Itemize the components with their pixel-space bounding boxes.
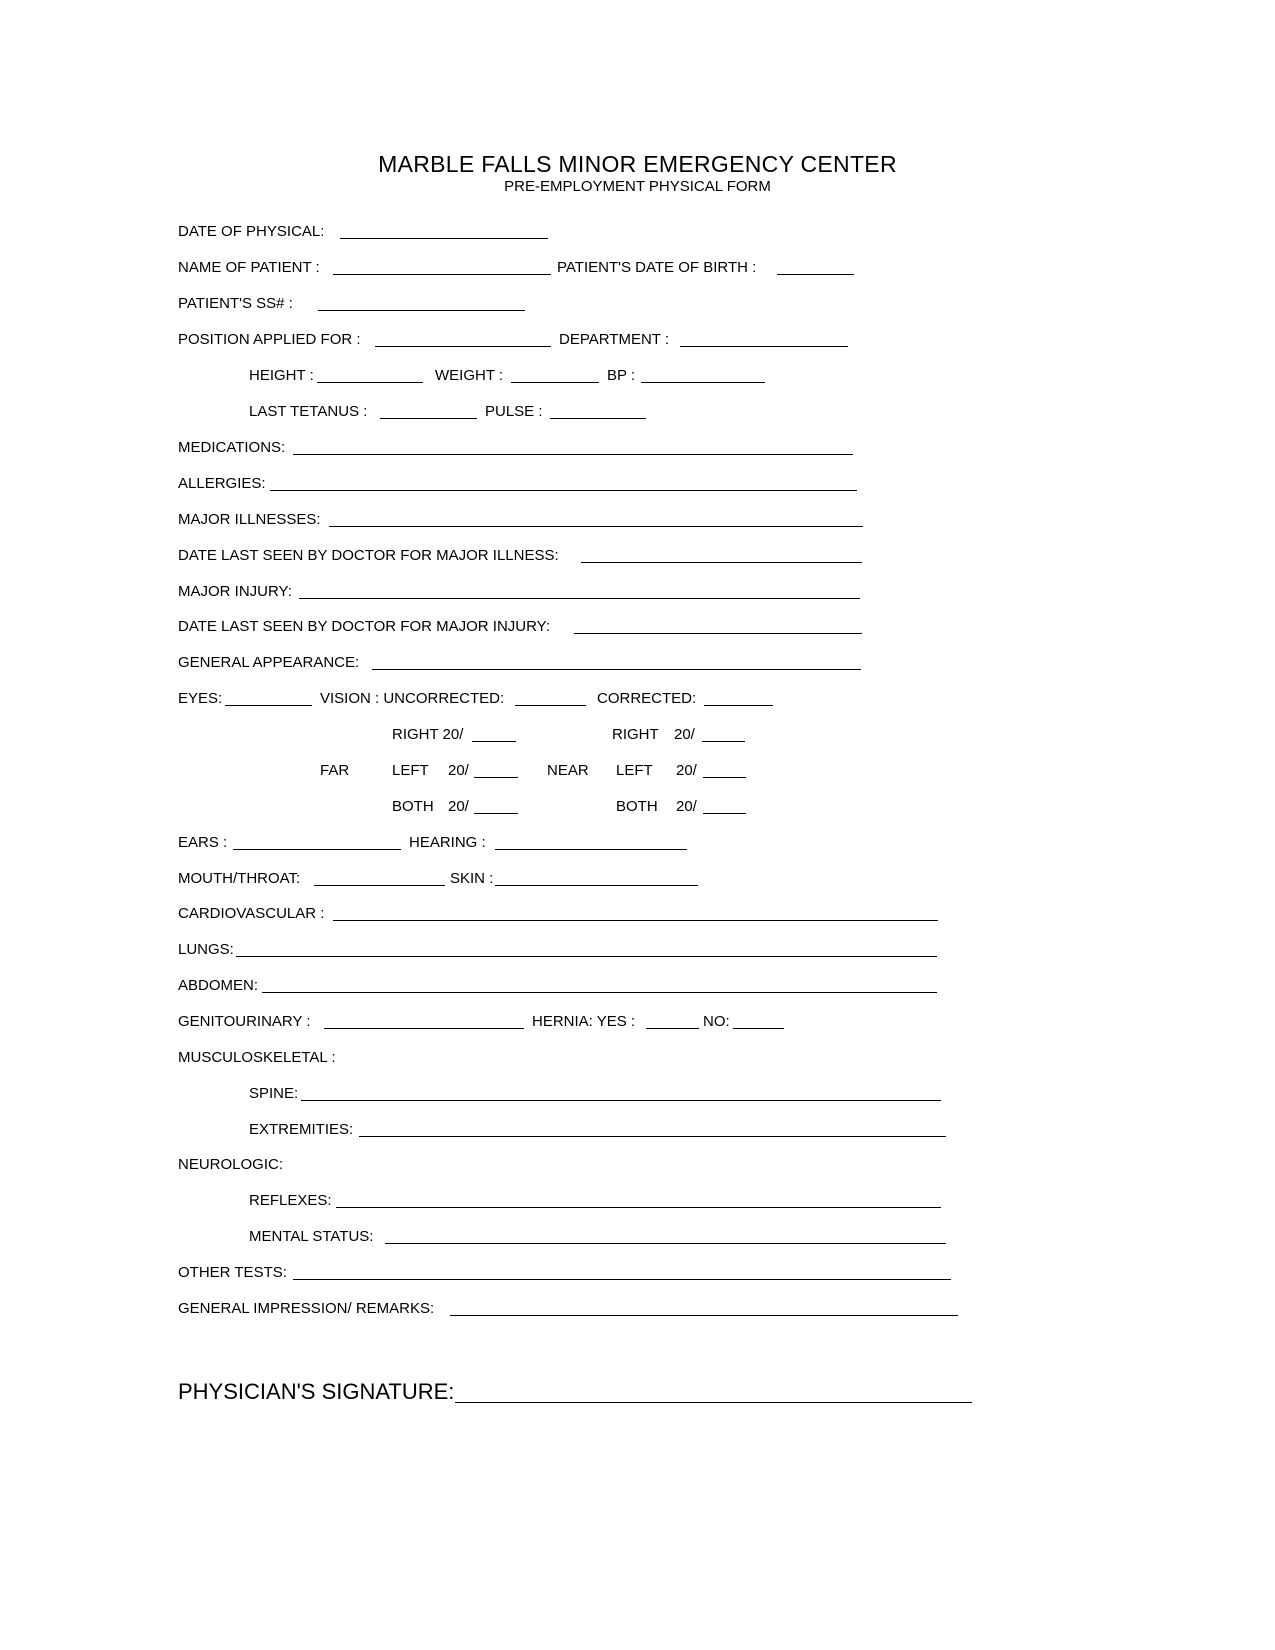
date-of-physical-label: DATE OF PHYSICAL:: [178, 223, 325, 240]
medications-field[interactable]: [293, 454, 853, 455]
vision-right-row: [0, 725, 1275, 745]
position-applied-label: POSITION APPLIED FOR :: [178, 331, 361, 348]
near-both-label: BOTH: [616, 798, 658, 815]
patient-ss-label: PATIENT'S SS# :: [178, 295, 293, 312]
far-both-field[interactable]: [474, 813, 518, 814]
near-left-label: LEFT: [616, 762, 653, 779]
hearing-label: HEARING :: [409, 834, 486, 851]
weight-label: WEIGHT :: [435, 367, 504, 384]
date-last-seen-injury-field[interactable]: [574, 633, 862, 634]
far-both-label: BOTH: [392, 798, 434, 815]
height-field[interactable]: [317, 382, 423, 383]
hernia-yes-label: HERNIA: YES :: [532, 1013, 636, 1030]
mouth-throat-field[interactable]: [314, 885, 445, 886]
allergies-row: [0, 474, 1275, 494]
last-tetanus-field[interactable]: [380, 418, 477, 419]
date-of-physical-field[interactable]: [340, 238, 548, 239]
mouth-row: [0, 869, 1275, 889]
corrected-field[interactable]: [704, 705, 773, 706]
allergies-label: ALLERGIES:: [178, 475, 266, 492]
general-impression-field[interactable]: [450, 1315, 958, 1316]
hernia-no-field[interactable]: [733, 1028, 784, 1029]
other-tests-label: OTHER TESTS:: [178, 1264, 287, 1281]
physician-signature-label: PHYSICIAN'S SIGNATURE:: [178, 1379, 455, 1404]
reflexes-field[interactable]: [336, 1207, 941, 1208]
near-left-20-label: 20/: [676, 762, 697, 779]
near-label: NEAR: [547, 762, 589, 779]
corrected-label: CORRECTED:: [597, 690, 697, 707]
medications-row: [0, 438, 1275, 458]
lungs-field[interactable]: [236, 956, 937, 957]
major-illnesses-field[interactable]: [329, 526, 863, 527]
far-both-20-label: 20/: [448, 798, 469, 815]
form-title: MARBLE FALLS MINOR EMERGENCY CENTER: [378, 151, 897, 177]
medications-label: MEDICATIONS:: [178, 439, 286, 456]
musculoskeletal-row: [0, 1048, 1275, 1068]
height-label: HEIGHT :: [249, 367, 314, 384]
spine-field[interactable]: [301, 1100, 941, 1101]
other-tests-field[interactable]: [293, 1279, 951, 1280]
lungs-row: [0, 940, 1275, 960]
pulse-label: PULSE :: [485, 403, 543, 420]
abdomen-label: ABDOMEN:: [178, 977, 259, 994]
extremities-label: EXTREMITIES:: [249, 1121, 354, 1138]
patient-dob-label: PATIENT'S DATE OF BIRTH :: [557, 259, 757, 276]
far-label: FAR: [320, 762, 350, 779]
vision-uncorrected-field[interactable]: [515, 705, 586, 706]
genitourinary-field[interactable]: [324, 1028, 524, 1029]
vision-both-row: [0, 797, 1275, 817]
spine-row: [0, 1084, 1275, 1104]
date-last-seen-illness-label: DATE LAST SEEN BY DOCTOR FOR MAJOR ILLNESS:: [178, 547, 559, 564]
vision-left-row: [0, 761, 1275, 781]
hernia-no-label: NO:: [703, 1013, 730, 1030]
date-last-seen-injury-label: DATE LAST SEEN BY DOCTOR FOR MAJOR INJURY:: [178, 618, 551, 635]
ears-field[interactable]: [233, 849, 401, 850]
mental-status-field[interactable]: [385, 1243, 946, 1244]
lungs-label: LUNGS:: [178, 941, 234, 958]
near-left-field[interactable]: [703, 777, 746, 778]
abdomen-row: [0, 976, 1275, 996]
skin-label: SKIN :: [450, 870, 494, 887]
eyes-label: EYES:: [178, 690, 223, 707]
bp-field[interactable]: [641, 382, 765, 383]
eyes-field[interactable]: [225, 705, 312, 706]
allergies-field[interactable]: [270, 490, 857, 491]
extremities-field[interactable]: [359, 1136, 946, 1137]
mouth-throat-label: MOUTH/THROAT:: [178, 870, 301, 887]
tetanus-row: [0, 402, 1275, 422]
ss-row: [0, 294, 1275, 314]
near-right-field[interactable]: [702, 741, 745, 742]
abdomen-field[interactable]: [262, 992, 937, 993]
general-appearance-row: [0, 653, 1275, 673]
reflexes-row: [0, 1191, 1275, 1211]
far-left-20-label: 20/: [448, 762, 469, 779]
near-right-20-label: 20/: [674, 726, 695, 743]
general-impression-label: GENERAL IMPRESSION/ REMARKS:: [178, 1300, 435, 1317]
other-tests-row: [0, 1263, 1275, 1283]
hearing-field[interactable]: [495, 849, 687, 850]
last-tetanus-label: LAST TETANUS :: [249, 403, 368, 420]
general-impression-row: [0, 1299, 1275, 1319]
weight-field[interactable]: [511, 382, 599, 383]
vision-uncorrected-label: VISION : UNCORRECTED:: [320, 690, 505, 707]
genitourinary-row: [0, 1012, 1275, 1032]
major-injury-label: MAJOR INJURY:: [178, 583, 292, 600]
general-appearance-label: GENERAL APPEARANCE:: [178, 654, 360, 671]
major-illnesses-label: MAJOR ILLNESSES:: [178, 511, 321, 528]
spine-label: SPINE:: [249, 1085, 299, 1102]
genitourinary-label: GENITOURINARY :: [178, 1013, 311, 1030]
form-subtitle: PRE-EMPLOYMENT PHYSICAL FORM: [504, 178, 771, 195]
department-field[interactable]: [680, 346, 848, 347]
neurologic-row: [0, 1155, 1275, 1175]
ears-label: EARS :: [178, 834, 228, 851]
cardiovascular-row: [0, 904, 1275, 924]
neurologic-label: NEUROLOGIC:: [178, 1156, 284, 1173]
far-left-field[interactable]: [474, 777, 518, 778]
far-right-label: RIGHT 20/: [392, 726, 464, 743]
department-label: DEPARTMENT :: [559, 331, 670, 348]
mental-status-label: MENTAL STATUS:: [249, 1228, 374, 1245]
bp-label: BP :: [607, 367, 636, 384]
name-of-patient-label: NAME OF PATIENT :: [178, 259, 320, 276]
name-row: [0, 258, 1275, 278]
skin-field[interactable]: [495, 885, 698, 886]
major-injury-row: [0, 582, 1275, 602]
physician-signature-row: [0, 1378, 1275, 1408]
position-applied-field[interactable]: [375, 346, 551, 347]
far-left-label: LEFT: [392, 762, 429, 779]
mental-status-row: [0, 1227, 1275, 1247]
musculoskeletal-label: MUSCULOSKELETAL :: [178, 1049, 336, 1066]
far-right-field[interactable]: [472, 741, 516, 742]
major-illnesses-row: [0, 510, 1275, 530]
date-last-seen-illness-field[interactable]: [581, 562, 862, 563]
patient-dob-field[interactable]: [777, 274, 854, 275]
vitals-row: [0, 366, 1275, 386]
ears-row: [0, 833, 1275, 853]
cardiovascular-label: CARDIOVASCULAR :: [178, 905, 325, 922]
near-both-field[interactable]: [703, 813, 746, 814]
near-both-20-label: 20/: [676, 798, 697, 815]
date-last-seen-illness-row: [0, 546, 1275, 566]
major-injury-field[interactable]: [299, 598, 860, 599]
reflexes-label: REFLEXES:: [249, 1192, 332, 1209]
eyes-row: [0, 689, 1275, 709]
physician-signature-field[interactable]: [455, 1402, 972, 1403]
name-of-patient-field[interactable]: [333, 274, 551, 275]
position-row: [0, 330, 1275, 350]
date-of-physical-row: [0, 222, 1275, 242]
general-appearance-field[interactable]: [372, 669, 861, 670]
patient-ss-field[interactable]: [318, 310, 525, 311]
pulse-field[interactable]: [550, 418, 646, 419]
date-last-seen-injury-row: [0, 617, 1275, 637]
extremities-row: [0, 1120, 1275, 1140]
hernia-yes-field[interactable]: [646, 1028, 699, 1029]
near-right-label: RIGHT: [612, 726, 659, 743]
cardiovascular-field[interactable]: [333, 920, 938, 921]
